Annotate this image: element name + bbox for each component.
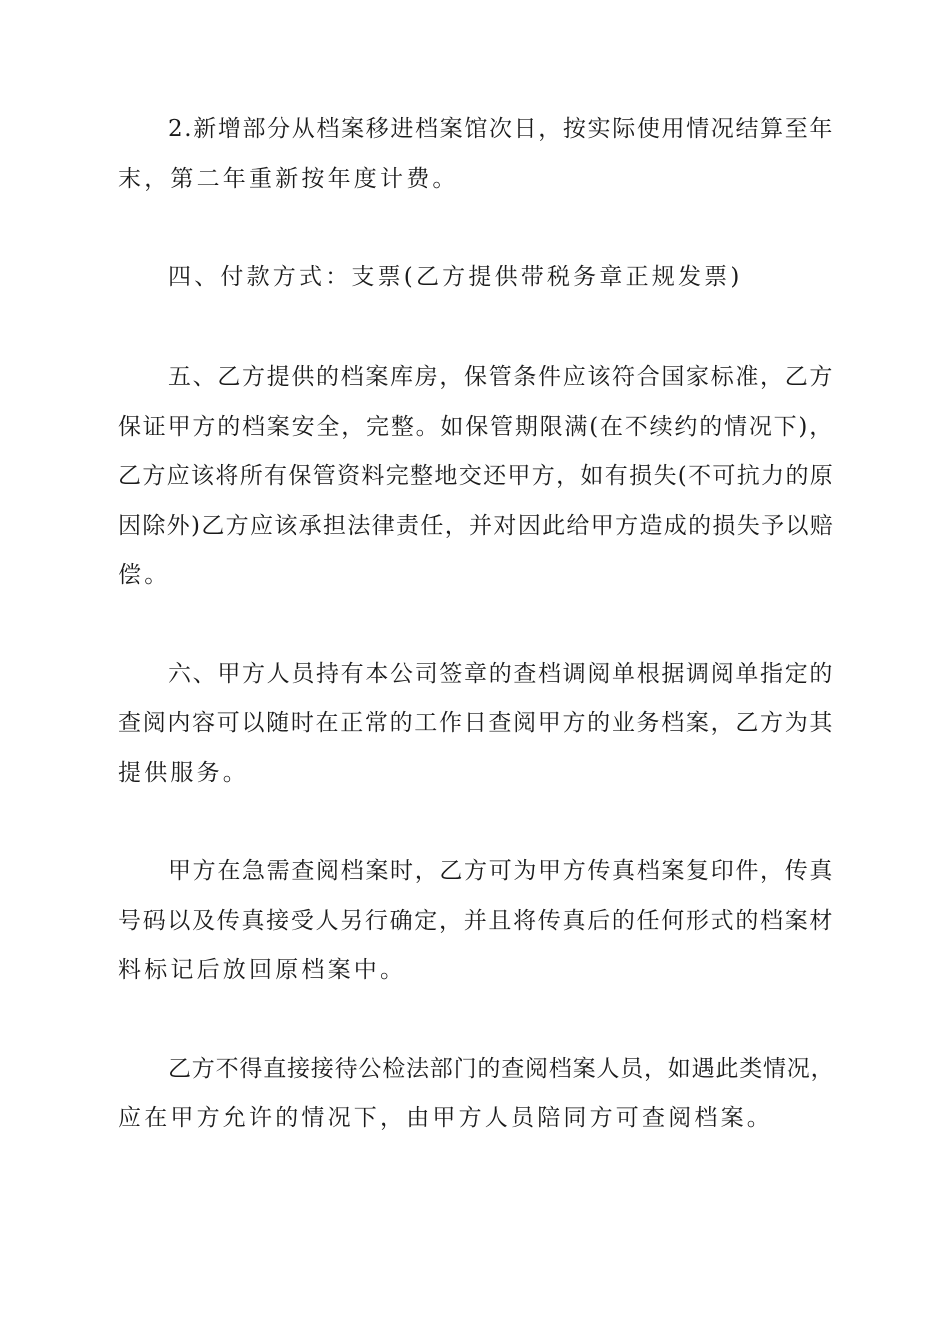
paragraph-line: 因除外)乙方应该承担法律责任，并对因此给甲方造成的损失予以赔 — [118, 513, 834, 539]
paragraph-line: 应在甲方允许的情况下，由甲方人员陪同方可查阅档案。 — [118, 1105, 773, 1131]
paragraph-line: 六、甲方人员持有本公司签章的查档调阅单根据调阅单指定的 — [168, 661, 834, 687]
paragraph-line: 乙方应该将所有保管资料完整地交还甲方，如有损失(不可抗力的原 — [118, 463, 834, 489]
paragraph-line: 五、乙方提供的档案库房，保管条件应该符合国家标准，乙方 — [168, 364, 834, 390]
paragraph-line: 保证甲方的档案安全，完整。如保管期限满(在不续约的情况下)， — [118, 414, 834, 440]
paragraph-line: 查阅内容可以随时在正常的工作日查阅甲方的业务档案，乙方为其 — [118, 710, 834, 736]
paragraph-line: 料标记后放回原档案中。 — [118, 957, 407, 983]
paragraph-line: 四、付款方式：支票(乙方提供带税务章正规发票) — [168, 264, 743, 290]
paragraph-line: 末，第二年重新按年度计费。 — [118, 166, 459, 192]
paragraph-line: 甲方在急需查阅档案时，乙方可为甲方传真档案复印件，传真 — [168, 858, 834, 884]
paragraph-line: 号码以及传真接受人另行确定，并且将传真后的任何形式的档案材 — [118, 908, 834, 934]
paragraph-line: 乙方不得直接接待公检法部门的查阅档案人员，如遇此类情况， — [168, 1056, 835, 1082]
paragraph-line: 提供服务。 — [118, 760, 249, 786]
paragraph-line: 2.新增部分从档案移进档案馆次日，按实际使用情况结算至年 — [168, 116, 834, 142]
paragraph-line: 偿。 — [118, 562, 171, 588]
